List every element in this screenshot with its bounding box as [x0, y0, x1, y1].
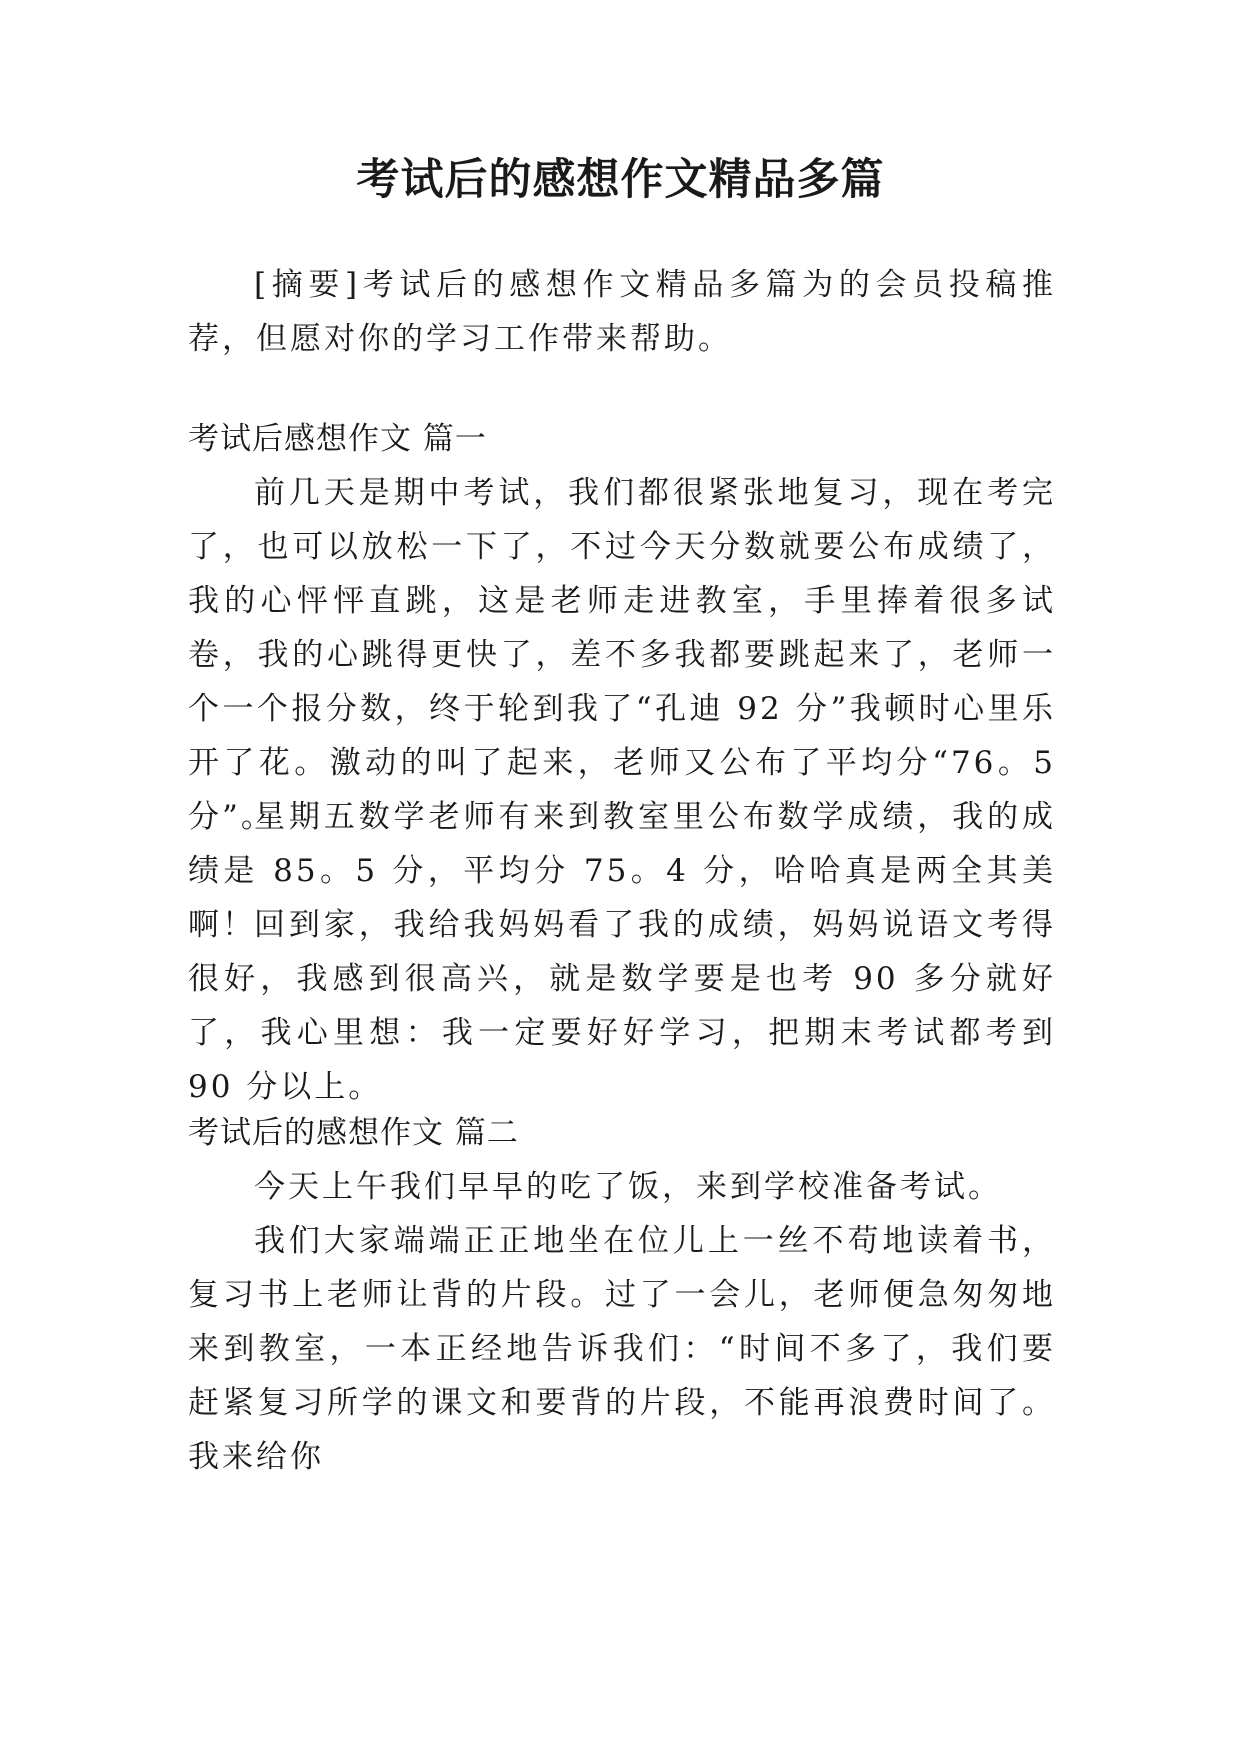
- section-1-heading: 考试后感想作文 篇一: [188, 421, 487, 457]
- section-2-paragraph-1: 今天上午我们早早的吃了饭，来到学校准备考试。: [254, 1169, 1002, 1205]
- document-title: 考试后的感想作文精品多篇: [356, 155, 885, 205]
- abstract-paragraph: [摘要]考试后的感想作文精品多篇为的会员投稿推荐，但愿对你的学习工作带来帮助。: [188, 267, 1056, 357]
- section-1-paragraph-3: 回到家，我给我妈妈看了我的成绩，妈妈说语文考得很好，我感到很高兴，就是数学要是也考 90 多分就好了，我心里想：我一定要好好学习，把期末考试都考到 90 分以上。: [188, 907, 1056, 1105]
- section-1-paragraph-1: 前几天是期中考试，我们都很紧张地复习，现在考完了，也可以放松一下了，不过今天分数就要公布成绩了，我的心怦怦直跳，这是老师走进教室，手里捧着很多试卷，我的心跳得更快了，差不多我都要跳起来了，老师一个一个报分数，终于轮到我了“孔迪 92 分”我顿时心里乐开了花。激动的叫了起来，老师又公布了平均分“76。5 分”。: [188, 475, 1056, 835]
- section-2-heading: 考试后的感想作文 篇二: [188, 1115, 519, 1151]
- section-1-paragraph-2: 星期五数学老师有来到教室里公布数学成绩，我的成绩是 85。5 分，平均分 75。4 分，哈哈真是两全其美啊！: [188, 799, 1056, 943]
- section-2-paragraph-2: 我们大家端端正正地坐在位儿上一丝不苟地读着书，复习书上老师让背的片段。过了一会儿，老师便急匆匆地来到教室，一本正经地告诉我们：“时间不多了，我们要赶紧复习所学的课文和要背的片段，不能再浪费时间了。我来给你: [188, 1223, 1056, 1475]
